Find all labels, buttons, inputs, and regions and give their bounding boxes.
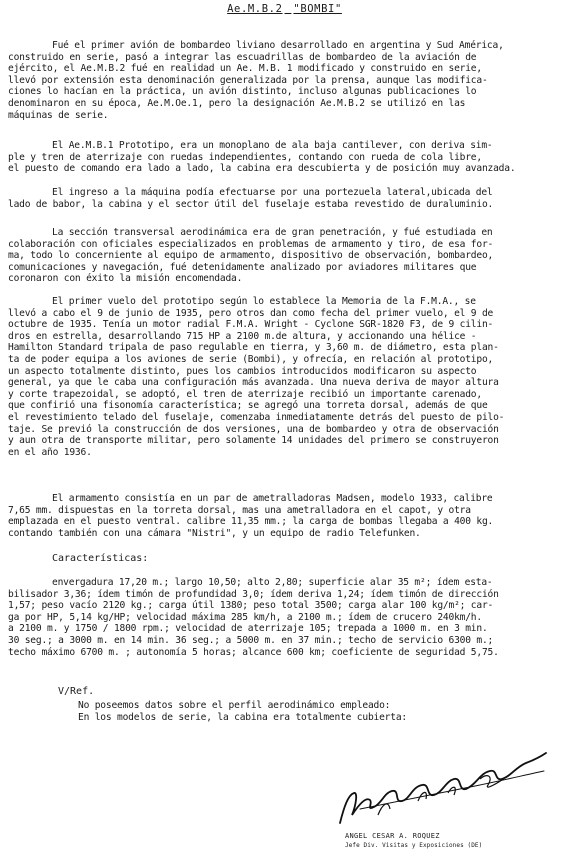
text-line: Fué el primer avión de bombardeo liviano desarrollado en argentina y Sud América, [52, 40, 504, 51]
specs-heading: Características: [52, 553, 149, 564]
paragraph-aerodynamics [8, 227, 560, 285]
text-line: El ingreso a la máquina podía efectuarse por una portezuela lateral,ubicada del [52, 187, 493, 198]
specs-block [8, 577, 560, 658]
text-line: un aspecto totalmente distinto, pues los cambios introducidos modificaron su aspecto [8, 365, 477, 377]
text-line: 7,65 mm. dispuestas en la torreta dorsal, mas una ametralladora en el capot, y otra [8, 504, 471, 516]
handwritten-signature [330, 745, 550, 830]
note-line: En los modelos de serie, la cabina era totalmente cubierta: [78, 711, 407, 723]
paragraph-armament [8, 493, 560, 539]
document-title [0, 3, 569, 15]
text-line: llevó a cabo el 9 de junio de 1935, pero otros dan como fecha del primer vuelo, el 9 de [8, 307, 494, 319]
text-line: El primer vuelo del prototipo según lo establece la Memoria de la F.M.A., se [52, 296, 476, 307]
text-line: denominaron en su época, Ae.M.Oe.1, pero la designación Ae.M.B.2 se utilizó en las [8, 97, 466, 109]
text-line: El armamento consistía en un par de ametralladoras Madsen, modelo 1933, calibre [52, 493, 493, 504]
spec-line: ga por HP, 5,14 kg/HP; velocidad máxima 285 km/h, a 2100 m.; ídem de crucero 240km/h. [8, 611, 482, 623]
paragraph-access [8, 187, 560, 210]
signatory-title: Jefe Div. Visitas y Exposiciones (DE) [345, 842, 483, 849]
paragraph-prototype [8, 140, 560, 175]
text-line: Hamilton Standard tripala de paso regulable en tierra, y 3,60 m. de diámetro, esta plan- [8, 342, 499, 354]
title-model: Ae.M.B.2 [227, 3, 283, 15]
text-line: comunicaciones y navegación, fué detenidamente analizado por aviadores militares que [8, 261, 477, 273]
text-line: ple y tren de aterrizaje con ruedas independientes, contando con rueda de cola libre, [8, 151, 482, 163]
paragraph-first-flight [8, 296, 560, 458]
text-line: emplazada en el puesto ventral. calibre 11,35 mm.; la carga de bombas llegaba a 400 kg. [8, 516, 494, 528]
spec-line: techo máximo 6700 m. ; autonomía 5 horas; alcance 600 km; coeficiente de seguridad 5,75. [8, 646, 499, 658]
text-line: máquinas de serie. [8, 109, 109, 121]
text-line: el revestimiento telado del fuselaje, comenzaba inmediatamente detrás del puesto de pilo- [8, 411, 505, 423]
text-line: dros en estrella, desarrollando 715 HP a 2100 m.de altura, y accionando una hélice - [8, 330, 477, 342]
text-line: y corte trapezoidal, se adoptó, el tren de aterrizaje recibió un importante carenado, [8, 388, 482, 400]
text-line: octubre de 1935. Tenía un motor radial F.M.A. Wright - Cyclone SGR-1820 F3, de 9 cilin- [8, 319, 494, 331]
spec-line: envergadura 17,20 m.; largo 10,50; alto 2,80; superficie alar 35 m²; ídem esta- [52, 577, 493, 588]
paragraph-introduction [8, 40, 560, 121]
reference-label: V/Ref. [58, 686, 95, 697]
title-nickname: "BOMBI" [293, 3, 342, 15]
text-line: La sección transversal aerodinámica era de gran penetración, y fué estudiada en [52, 227, 493, 238]
text-line: llevó por extensión esta denominación generalizada por la prensa, aunque las modifica- [8, 74, 488, 86]
text-line: El Ae.M.B.1 Prototipo, era un monoplano de ala baja cantilever, con deriva sim- [52, 140, 493, 151]
text-line: y aun otra de transporte militar, pero solamente 14 unidades del primero se construyeron [8, 435, 499, 447]
text-line: en el año 1936. [8, 446, 92, 458]
text-line: construido en serie, pasó a integrar las escuadrillas de bombardeo de la aviación de [8, 51, 477, 63]
reference-notes [78, 700, 558, 723]
spec-line: a 2100 m. y 1750 / 1800 rpm.; velocidad de aterrizaje 105; trepada a 1000 m. en 3 min. [8, 623, 488, 635]
text-line: ejército, el Ae.M.B.2 fué en realidad un Ae. M.B. 1 modificado y construido en serie, [8, 63, 482, 75]
text-line: lado de babor, la cabina y el sector útil del fuselaje estaba revestido de duraluminio. [8, 198, 494, 210]
text-line: ciones lo hacían en la práctica, un avión distinto, incluso algunas publicaciones lo [8, 86, 477, 98]
signatory-name: ANGEL CESAR A. ROQUEZ [345, 832, 440, 840]
note-line: No poseemos datos sobre el perfil aerodinámico empleado: [78, 700, 391, 711]
text-line: ta de poder equipa a los aviones de serie (Bombi), y ofrecía, en relación al prototipo, [8, 353, 494, 365]
text-line: ma, todo lo concerniente al equipo de armamento, dispositivo de observación, bombardeo, [8, 250, 494, 262]
text-line: coronaron con éxito la misión encomendada. [8, 273, 243, 285]
text-line: contando también con una cámara "Nistri", y un equipo de radio Telefunken. [8, 527, 421, 539]
spec-line: bilisador 3,36; ídem timón de profundidad 3,0; ídem deriva 1,24; ídem timón de dirección [8, 588, 499, 600]
text-line: que confirió una fisonomía característica; se agregó una torreta dorsal, además de que [8, 400, 488, 412]
text-line: el puesto de comando era lado a lado, la cabina era descubierta y de posición muy avanzada. [8, 163, 516, 175]
text-line: colaboración con oficiales especializados en problemas de armamento y tiro, de esa for- [8, 238, 494, 250]
text-line: taje. Se previó la construcción de dos versiones, una de bombardeo y otra de observación [8, 423, 499, 435]
spec-line: 1,57; peso vacío 2120 kg.; carga útil 1380; peso total 3500; carga alar 100 kg/m²; car- [8, 600, 494, 612]
spec-line: 30 seg.; a 3000 m. en 14 min. 36 seg.; a 5000 m. en 37 min.; techo de servicio 6300 m.; [8, 634, 494, 646]
text-line: general, ya que le caba una configuración más avanzada. Una nueva deriva de mayor altura [8, 377, 499, 389]
